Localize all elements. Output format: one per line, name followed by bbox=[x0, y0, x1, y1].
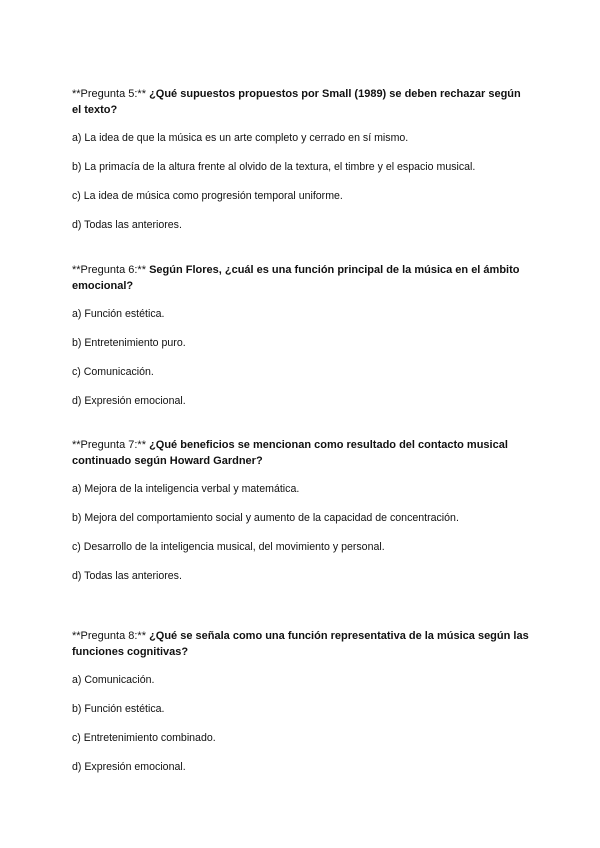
answer-option-c: c) Comunicación. bbox=[72, 366, 154, 378]
question-text: ¿Qué se señala como una función representativa de la música según las funciones cognitivas? bbox=[72, 630, 529, 658]
answer-option-b: b) Función estética. bbox=[72, 703, 165, 715]
question-heading bbox=[72, 262, 532, 294]
question-heading bbox=[72, 628, 532, 660]
question-number: **Pregunta 8:** bbox=[72, 630, 146, 642]
question-number: **Pregunta 6:** bbox=[72, 264, 146, 276]
answer-option-c: c) Desarrollo de la inteligencia musical, del movimiento y personal. bbox=[72, 541, 385, 553]
answer-option-b: b) Mejora del comportamiento social y aumento de la capacidad de concentración. bbox=[72, 512, 459, 524]
question-text: ¿Qué beneficios se mencionan como resultado del contacto musical continuado según Howard Gardner? bbox=[72, 439, 508, 467]
answer-option-d: d) Todas las anteriores. bbox=[72, 570, 182, 582]
question-heading bbox=[72, 437, 532, 469]
answer-option-d: d) Expresión emocional. bbox=[72, 761, 186, 773]
answer-option-b: b) La primacía de la altura frente al olvido de la textura, el timbre y el espacio musical. bbox=[72, 161, 476, 173]
answer-option-c: c) La idea de música como progresión temporal uniforme. bbox=[72, 190, 343, 202]
question-block-7 bbox=[72, 437, 532, 582]
question-block-8 bbox=[72, 628, 532, 773]
question-block-5 bbox=[72, 86, 532, 231]
question-block-6 bbox=[72, 262, 532, 407]
question-heading bbox=[72, 86, 532, 118]
answer-option-a: a) Comunicación. bbox=[72, 674, 155, 686]
answer-option-b: b) Entretenimiento puro. bbox=[72, 337, 186, 349]
answer-option-d: d) Todas las anteriores. bbox=[72, 219, 182, 231]
answer-option-a: a) Mejora de la inteligencia verbal y matemática. bbox=[72, 483, 300, 495]
answer-option-a: a) Función estética. bbox=[72, 308, 165, 320]
question-number: **Pregunta 5:** bbox=[72, 88, 146, 100]
answer-option-c: c) Entretenimiento combinado. bbox=[72, 732, 216, 744]
answer-option-a: a) La idea de que la música es un arte completo y cerrado en sí mismo. bbox=[72, 132, 409, 144]
question-number: **Pregunta 7:** bbox=[72, 439, 146, 451]
question-text: ¿Qué supuestos propuestos por Small (1989) se deben rechazar según el texto? bbox=[72, 88, 521, 116]
answer-option-d: d) Expresión emocional. bbox=[72, 395, 186, 407]
question-text: Según Flores, ¿cuál es una función principal de la música en el ámbito emocional? bbox=[72, 264, 520, 292]
